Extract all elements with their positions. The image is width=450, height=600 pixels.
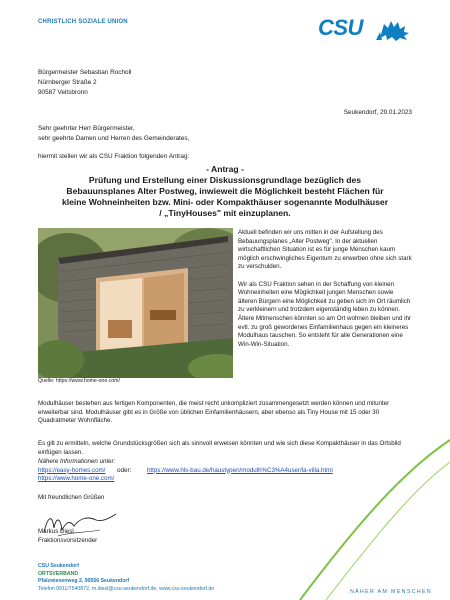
info-label: Nähere Informationen unter:	[38, 458, 116, 465]
csu-logo	[318, 16, 414, 44]
paragraph: Wir als CSU Fraktion sehen in der Schaffung von kleinen Wohneinheiten eine Möglichkeit jungen Menschen sowie älteren Bürgern eine Möglichkeit zu geben sich im Ort räumlich zu verkleinern und trotzdem eigenständig leben zu können. Ältere Mitmenschen könnten so am Ort wohnen bleiben und ihr evtl. zu groß gewordenes Einfamilienhaus gegen ein kleineres Modulhaus tauschen. So entsteht für alle Generationen eine Win-Win-Situation.	[238, 280, 412, 348]
link-hls-bau[interactable]: https://www.hls-bau.de/haustypen/modulh%C3%A4user/la-villa.html	[146, 466, 333, 474]
tiny-house-photo	[38, 228, 233, 378]
signatory-role: Fraktionsvorsitzender	[38, 536, 98, 544]
footer-slogan: NÄHER AM MENSCHEN	[349, 589, 432, 595]
csu-lion-icon	[374, 18, 414, 42]
recipient-address	[38, 68, 131, 98]
signatory	[38, 528, 97, 545]
logo-text: CSU	[318, 15, 363, 40]
link-row	[38, 475, 418, 484]
union-label: CHRISTLICH SOZIALE UNION	[38, 19, 128, 25]
salutation	[38, 124, 189, 144]
right-column-text	[238, 229, 412, 349]
closing-greeting: Mit freundlichen Grüßen	[38, 494, 105, 501]
info-links	[38, 458, 418, 484]
recipient-line: Nürnberger Straße 2	[38, 79, 97, 86]
signatory-name: Markus Diesl	[38, 528, 74, 535]
oder-label: oder:	[117, 466, 132, 474]
antrag-heading: - Antrag -	[206, 164, 244, 174]
motion-title	[60, 164, 390, 219]
footer-subtitle: ORTSVERBAND	[38, 570, 79, 577]
paragraph-text: Es gilt zu ermitteln, welche Grundstücksgrößen sich als sinnvoll erweisen könnten und wie sich diese Kompakthäuser in das Ortsbild einfügen lassen.	[38, 440, 401, 456]
photo-caption: Quelle: https://www.home-one.com/	[38, 378, 120, 384]
link-row	[38, 467, 418, 476]
footer-contact: Telefon 0911/7540872, m.diesl@csu-seukendorf.de, www.csu-seukendorf.de	[38, 585, 215, 592]
paragraph-grundstuecke	[38, 440, 418, 457]
salutation-line: sehr geehrte Damen und Herren des Gemeinderates,	[38, 135, 190, 142]
tiny-house-image	[38, 228, 233, 378]
recipient-line: Bürgermeister Sebastian Rocholl	[38, 69, 132, 76]
paragraph-modulhaeuser: Modulhäuser bestehen aus fertigen Komponenten, die meist recht unkompliziert zusammengesetzt werden können und mitunter erweiterbar sind. Modulhäuser gibt es in Größe von üblichen Einfamilienhäusern, aber ebenso als Tiny House mit 15 oder 30 Quadratmeter Wohnfläche.	[38, 400, 390, 425]
footer-address: Pfalzwiesenweg 2, 90556 Seukendorf	[38, 578, 130, 585]
link-easy-homes[interactable]: https://easy-homes.com/	[38, 466, 106, 474]
recipient-line: 90587 Veitsbronn	[38, 89, 88, 96]
antrag-subject: Prüfung und Erstellung einer Diskussionsgrundlage bezüglich des Bebauunsplanes Alter Postweg, inwieweit die Möglichkeit besteht Flächen für kleine Wohneinheiten bzw. Mini- oder Kompakthäuser sogenannte Modulhäuser / „TinyHouses" mit einzuplanen.	[61, 175, 389, 218]
footer	[38, 563, 214, 593]
footer-org: CSU Seukendorf	[38, 563, 79, 569]
letter-date: Seukendorf, 29.01.2023	[343, 109, 412, 116]
paragraph: Aktuell befinden wir uns mitten in der Aufstellung des Bebauungsplanes „Alter Postweg". In der aktuellen wirtschaftlichen Situation ist es für junge Menschen kaum möglich erschwingliches Eigentum zu erwerben ohne sich stark zu verschulden.	[238, 229, 412, 271]
intro-text: hiermit stellen wir als CSU Fraktion folgenden Antrag:	[38, 153, 190, 160]
salutation-line: Sehr geehrter Herr Bürgermeister,	[38, 125, 135, 132]
link-home-one[interactable]: https://www.home-one.com/	[38, 475, 115, 483]
